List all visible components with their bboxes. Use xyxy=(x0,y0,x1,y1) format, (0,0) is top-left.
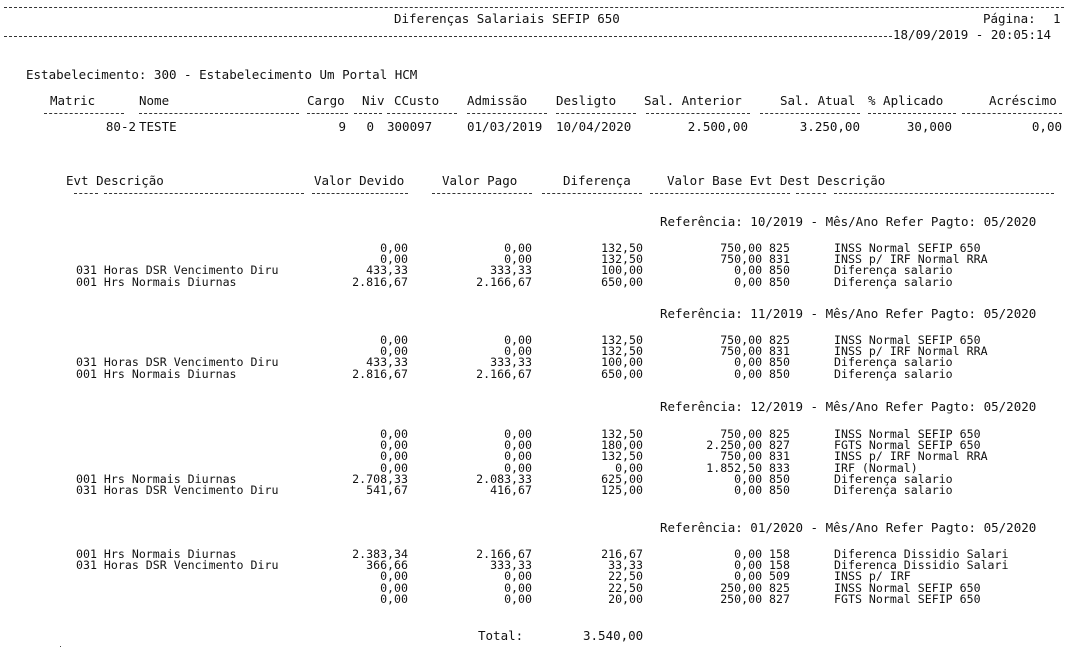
cell-valor-base-evt-dest: 0,00 158 xyxy=(734,547,790,561)
cell-descricao: Diferença salario xyxy=(834,366,953,381)
cell-diferenca: 132,50 xyxy=(601,333,643,347)
cell-descricao: Diferença salario xyxy=(834,483,953,497)
cell-diferenca: 216,67 xyxy=(601,547,643,561)
cell-descricao: INSS Normal SEFIP 650 xyxy=(834,580,981,595)
col-admissao: Admissão xyxy=(467,93,528,108)
cell-valor-pago: 333,33 xyxy=(490,558,532,573)
cell-diferenca: 125,00 xyxy=(601,483,643,497)
header-rule xyxy=(4,36,892,37)
cell-valor-devido: 0,00 xyxy=(380,591,408,606)
rule-seg xyxy=(467,113,547,114)
page-number: 1 xyxy=(1053,11,1061,26)
rule-seg xyxy=(312,193,408,194)
col-cargo: Cargo xyxy=(307,93,345,108)
cell-valor-base-evt-dest: 0,00 850 xyxy=(734,355,790,370)
cell-valor-devido: 0,00 xyxy=(380,569,408,584)
rule-seg xyxy=(44,113,124,114)
establishment: Estabelecimento: 300 - Estabelecimento Um Portal HCM xyxy=(26,67,418,82)
cell-valor-base-evt-dest: 250,00 825 xyxy=(720,580,790,595)
reference-label: Referência: 01/2020 - Mês/Ano Refer Pagto: 05/2020 xyxy=(660,520,1037,535)
col-matric: Matric xyxy=(50,93,96,108)
cell-valor-base-evt-dest: 750,00 831 xyxy=(720,449,790,464)
col-acrescimo: Acréscimo xyxy=(989,93,1057,108)
cell-diferenca: 33,33 xyxy=(608,558,643,573)
cell-valor-pago: 333,33 xyxy=(490,355,532,370)
cell-valor-devido: 0,00 xyxy=(380,438,408,453)
cell-valor-pago: 0,00 xyxy=(504,252,532,267)
cell-evt-descricao: 001 Hrs Normais Diurnas xyxy=(76,547,237,561)
cell-evt-descricao: 001 Hrs Normais Diurnas xyxy=(76,366,237,381)
cell-valor-pago: 416,67 xyxy=(490,483,532,497)
report-title: Diferenças Salariais SEFIP 650 xyxy=(394,11,620,26)
cell-descricao: INSS Normal SEFIP 650 xyxy=(834,241,981,255)
cell-descricao: Diferença salario xyxy=(834,263,953,278)
cell-evt-descricao: 031 Horas DSR Vencimento Diru xyxy=(76,263,279,278)
emp-sal-atual: 3.250,00 xyxy=(799,119,860,134)
cell-diferenca: 100,00 xyxy=(601,355,643,370)
reference-label: Referência: 12/2019 - Mês/Ano Refer Pagto: 05/2020 xyxy=(660,399,1037,414)
cell-diferenca: 20,00 xyxy=(608,591,643,606)
cell-diferenca: 132,50 xyxy=(601,252,643,267)
cell-valor-pago: 2.166,67 xyxy=(476,547,532,561)
emp-cargo: 9 xyxy=(338,119,346,134)
cell-valor-devido: 0,00 xyxy=(380,252,408,267)
emp-ccusto: 300097 xyxy=(387,119,433,134)
rule-seg xyxy=(650,193,790,194)
cell-valor-devido: 0,00 xyxy=(380,580,408,595)
cell-descricao: Diferença salario xyxy=(834,355,953,370)
cell-valor-pago: 0,00 xyxy=(504,438,532,453)
cell-valor-devido: 2.708,33 xyxy=(352,471,408,486)
emp-sal-anterior: 2.500,00 xyxy=(687,119,748,134)
cell-valor-base-evt-dest: 750,00 831 xyxy=(720,344,790,359)
cell-descricao: INSS p/ IRF xyxy=(834,569,911,584)
page-label: Página: xyxy=(983,11,1036,26)
total-value: 3.540,00 xyxy=(583,628,644,643)
cell-valor-base-evt-dest: 0,00 850 xyxy=(734,471,790,486)
cell-descricao: INSS p/ IRF Normal RRA xyxy=(834,344,988,359)
cell-descricao: Diferenca Dissidio Salari xyxy=(834,547,1009,561)
rule-seg xyxy=(796,193,826,194)
cell-valor-devido: 0,00 xyxy=(380,460,408,475)
rule-seg xyxy=(962,113,1062,114)
cell-descricao: FGTS Normal SEFIP 650 xyxy=(834,438,981,453)
col-ccusto: CCusto xyxy=(394,93,440,108)
cell-valor-pago: 0,00 xyxy=(504,460,532,475)
cell-valor-base-evt-dest: 2.250,00 827 xyxy=(706,438,790,453)
cell-diferenca: 132,50 xyxy=(601,449,643,464)
cell-descricao: INSS Normal SEFIP 650 xyxy=(834,333,981,347)
emp-nome: TESTE xyxy=(139,119,177,134)
rule-seg xyxy=(139,113,299,114)
rule-seg xyxy=(387,113,457,114)
cell-valor-pago: 0,00 xyxy=(504,449,532,464)
cell-valor-pago: 333,33 xyxy=(490,263,532,278)
cell-valor-pago: 0,00 xyxy=(504,344,532,359)
col-valor-pago: Valor Pago xyxy=(442,173,518,188)
col-sal-anterior: Sal. Anterior xyxy=(644,93,742,108)
emp-aplicado: 30,000 xyxy=(906,119,952,134)
cell-valor-base-evt-dest: 1.852,50 833 xyxy=(706,460,790,475)
cell-descricao: Diferença salario xyxy=(834,471,953,486)
emp-acrescimo: 0,00 xyxy=(1031,119,1062,134)
cell-valor-pago: 2.166,67 xyxy=(476,366,532,381)
col-desligto: Desligto xyxy=(556,93,617,108)
rule-seg xyxy=(104,193,304,194)
col-base-dest-descricao: Valor Base Evt Dest Descrição xyxy=(667,173,886,188)
col-evt-descricao: Evt Descrição xyxy=(66,173,164,188)
cell-diferenca: 132,50 xyxy=(601,427,643,441)
col-niv: Niv xyxy=(362,93,385,108)
cell-valor-devido: 2.816,67 xyxy=(352,274,408,289)
cell-valor-base-evt-dest: 0,00 158 xyxy=(734,558,790,573)
rule-seg xyxy=(542,193,642,194)
cell-diferenca: 100,00 xyxy=(601,263,643,278)
cell-evt-descricao: 031 Horas DSR Vencimento Diru xyxy=(76,355,279,370)
col-nome: Nome xyxy=(139,93,170,108)
cell-valor-devido: 0,00 xyxy=(380,449,408,464)
cell-descricao: INSS p/ IRF Normal RRA xyxy=(834,252,988,267)
report-datetime: 18/09/2019 - 20:05:14 xyxy=(893,27,1052,42)
cell-valor-base-evt-dest: 0,00 509 xyxy=(734,569,790,584)
rule-seg xyxy=(556,113,636,114)
reference-label: Referência: 11/2019 - Mês/Ano Refer Pagto: 05/2020 xyxy=(660,306,1037,321)
cell-valor-base-evt-dest: 0,00 850 xyxy=(734,483,790,497)
cell-valor-base-evt-dest: 750,00 825 xyxy=(720,241,790,255)
col-sal-atual: Sal. Atual xyxy=(780,93,856,108)
reference-label: Referência: 10/2019 - Mês/Ano Refer Pagto: 05/2020 xyxy=(660,214,1037,229)
cell-valor-pago: 0,00 xyxy=(504,427,532,441)
cell-diferenca: 0,00 xyxy=(615,460,643,475)
cell-valor-devido: 433,33 xyxy=(366,263,408,278)
cell-descricao: Diferença salario xyxy=(834,274,953,289)
cell-diferenca: 180,00 xyxy=(601,438,643,453)
cell-diferenca: 132,50 xyxy=(601,241,643,255)
cell-valor-pago: 2.083,33 xyxy=(476,471,532,486)
cell-descricao: INSS p/ IRF Normal RRA xyxy=(834,449,988,464)
cell-valor-devido: 0,00 xyxy=(380,241,408,255)
col-aplicado: % Aplicado xyxy=(868,93,944,108)
emp-matric: 80-2 xyxy=(105,119,136,134)
cell-valor-devido: 0,00 xyxy=(380,344,408,359)
cell-evt-descricao: 031 Horas DSR Vencimento Diru xyxy=(76,483,279,497)
cell-valor-pago: 2.166,67 xyxy=(476,274,532,289)
cell-valor-devido: 2.383,34 xyxy=(352,547,408,561)
rule-seg xyxy=(834,193,1054,194)
rule-seg xyxy=(307,113,348,114)
cell-valor-devido: 0,00 xyxy=(380,427,408,441)
top-rule xyxy=(4,7,1064,8)
rule-seg xyxy=(646,113,750,114)
cell-diferenca: 625,00 xyxy=(601,471,643,486)
cell-valor-pago: 0,00 xyxy=(504,580,532,595)
cell-descricao: Diferenca Dissidio Salari xyxy=(834,558,1009,573)
rule-seg xyxy=(354,113,382,114)
cell-valor-devido: 541,67 xyxy=(366,483,408,497)
cell-valor-base-evt-dest: 750,00 825 xyxy=(720,333,790,347)
cell-valor-devido: 433,33 xyxy=(366,355,408,370)
emp-desligto: 10/04/2020 xyxy=(556,119,632,134)
rule-seg xyxy=(74,193,98,194)
cell-valor-devido: 2.816,67 xyxy=(352,366,408,381)
cell-evt-descricao: 031 Horas DSR Vencimento Diru xyxy=(76,558,279,573)
cell-valor-pago: 0,00 xyxy=(504,569,532,584)
rule-seg xyxy=(432,193,532,194)
cell-diferenca: 650,00 xyxy=(601,366,643,381)
cell-descricao: IRF (Normal) xyxy=(834,460,918,475)
cell-diferenca: 22,50 xyxy=(608,569,643,584)
col-diferenca: Diferença xyxy=(563,173,631,188)
rule-seg xyxy=(760,113,860,114)
cell-descricao: INSS Normal SEFIP 650 xyxy=(834,427,981,441)
cell-valor-devido: 366,66 xyxy=(366,558,408,573)
cell-valor-base-evt-dest: 0,00 850 xyxy=(734,366,790,381)
cell-valor-pago: 0,00 xyxy=(504,333,532,347)
cell-valor-pago: 0,00 xyxy=(504,241,532,255)
cell-valor-devido: 0,00 xyxy=(380,333,408,347)
cell-valor-base-evt-dest: 250,00 827 xyxy=(720,591,790,606)
cell-descricao: FGTS Normal SEFIP 650 xyxy=(834,591,981,606)
cell-valor-base-evt-dest: 750,00 825 xyxy=(720,427,790,441)
rule-seg xyxy=(868,113,956,114)
emp-niv: 0 xyxy=(366,119,374,134)
cell-valor-pago: 0,00 xyxy=(504,591,532,606)
cell-diferenca: 650,00 xyxy=(601,274,643,289)
cell-valor-base-evt-dest: 0,00 850 xyxy=(734,274,790,289)
cell-evt-descricao: 001 Hrs Normais Diurnas xyxy=(76,274,237,289)
col-valor-devido: Valor Devido xyxy=(314,173,405,188)
cell-diferenca: 22,50 xyxy=(608,580,643,595)
cell-diferenca: 132,50 xyxy=(601,344,643,359)
emp-admissao: 01/03/2019 xyxy=(467,119,543,134)
cell-valor-base-evt-dest: 0,00 850 xyxy=(734,263,790,278)
cell-valor-base-evt-dest: 750,00 831 xyxy=(720,252,790,267)
total-label: Total: xyxy=(478,628,524,643)
cell-evt-descricao: 001 Hrs Normais Diurnas xyxy=(76,471,237,486)
